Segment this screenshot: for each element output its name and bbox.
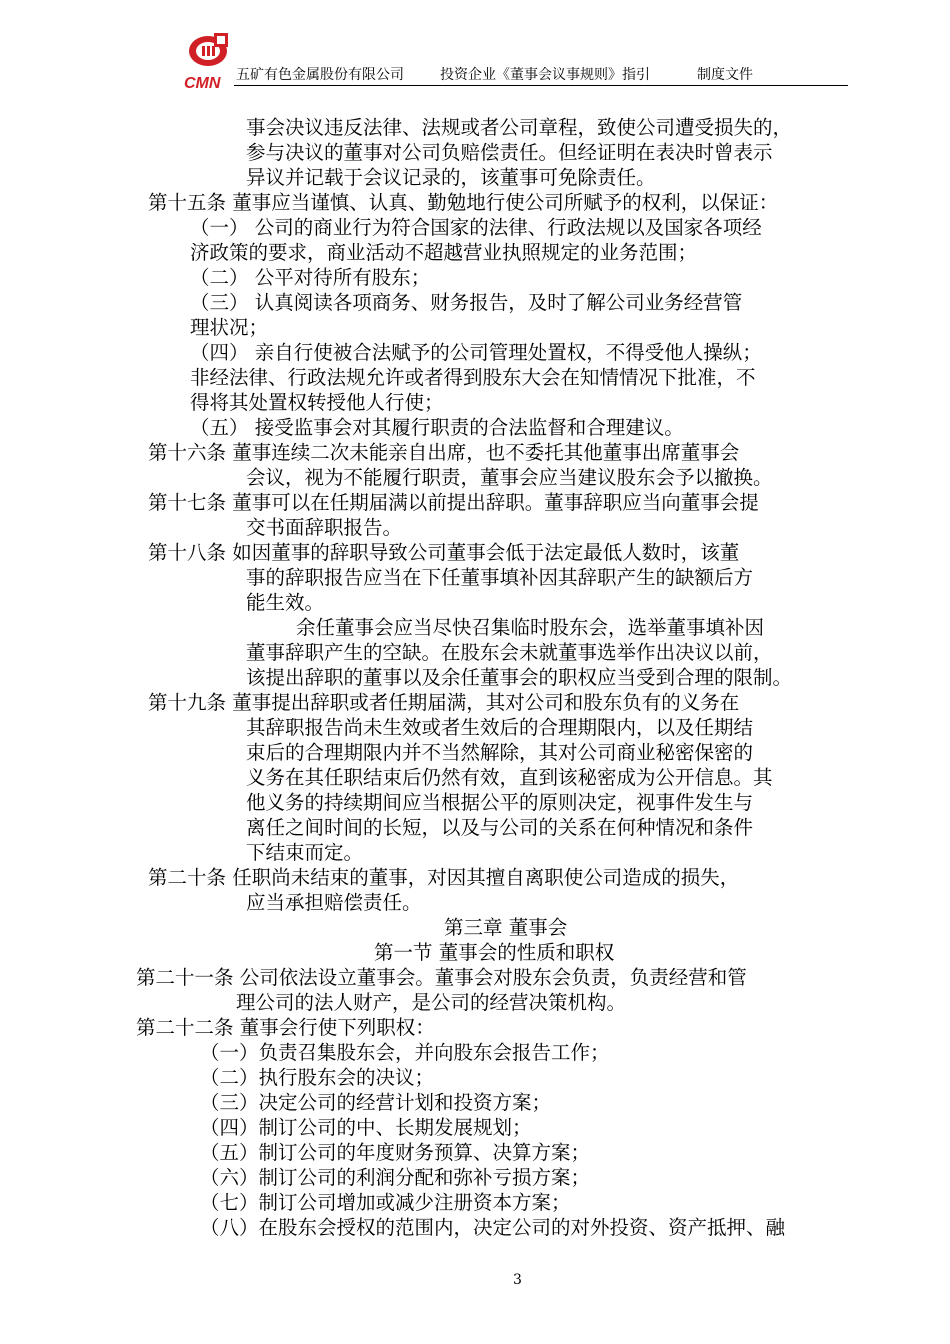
text-line: （一） 公司的商业行为符合国家的法律、行政法规以及国家各项经 [190, 216, 762, 239]
text-line: 理公司的法人财产，是公司的经营决策机构。 [236, 991, 627, 1014]
text-line: 非经法律、行政法规允许或者得到股东大会在知情情况下批准，不 [190, 366, 756, 389]
text-line: 董事辞职产生的空缺。在股东会未就董事选举作出决议以前， [246, 641, 773, 664]
header-company: 五矿有色金属股份有限公司 [236, 67, 404, 83]
article-20: 第二十条 任职尚未结束的董事，对因其擅自离职使公司造成的损失， [148, 866, 740, 889]
section-title: 第一节 董事会的性质和职权 [374, 941, 615, 964]
text-line: 应当承担赔偿责任。 [246, 891, 422, 914]
article-17: 第十七条 董事可以在任期届满以前提出辞职。董事辞职应当向董事会提 [148, 491, 759, 514]
list-item: （八）在股东会授权的范围内，决定公司的对外投资、资产抵押、融 [200, 1216, 786, 1239]
text-line: 参与决议的董事对公司负赔偿责任。但经证明在表决时曾表示 [246, 141, 773, 164]
text-line: 束后的合理期限内并不当然解除，其对公司商业秘密保密的 [246, 741, 754, 764]
article-15: 第十五条 董事应当谨慎、认真、勤勉地行使公司所赋予的权利，以保证： [148, 191, 779, 214]
text-line: 交书面辞职报告。 [246, 516, 403, 539]
list-item: （四）制订公司的中、长期发展规划； [200, 1116, 532, 1139]
text-line: 其辞职报告尚未生效或者生效后的合理期限内，以及任期结 [246, 716, 754, 739]
text-line: 他义务的持续期间应当根据公平的原则决定，视事件发生与 [246, 791, 754, 814]
article-19: 第十九条 董事提出辞职或者任期届满，其对公司和股东负有的义务在 [148, 691, 740, 714]
text-line: 得将其处置权转授他人行使； [190, 391, 444, 414]
list-item: （三）决定公司的经营计划和投资方案； [200, 1091, 552, 1114]
cmn-logo-mark [184, 33, 234, 91]
logo-text: CMN [184, 75, 221, 91]
article-22: 第二十二条 董事会行使下列职权： [136, 1016, 435, 1039]
list-item: （二）执行股东会的决议； [200, 1066, 435, 1089]
text-line: （四） 亲自行使被合法赋予的公司管理处置权，不得受他人操纵； [190, 341, 762, 364]
text-line: 济政策的要求，商业活动不超越营业执照规定的业务范围； [190, 241, 698, 264]
article-21: 第二十一条 公司依法设立董事会。董事会对股东会负责，负责经营和管 [136, 966, 747, 989]
header-category: 制度文件 [697, 67, 753, 83]
chapter-title: 第三章 董事会 [444, 916, 568, 939]
list-item: （五）制订公司的年度财务预算、决算方案； [200, 1141, 591, 1164]
article-18: 第十八条 如因董事的辞职导致公司董事会低于法定最低人数时，该董 [148, 541, 740, 564]
text-line: 下结束而定。 [246, 841, 364, 864]
text-line: （五） 接受监事会对其履行职责的合法监督和合理建议。 [190, 416, 684, 439]
text-line: 义务在其任职结束后仍然有效，直到该秘密成为公开信息。其 [246, 766, 773, 789]
header-rule [234, 85, 848, 86]
text-line: （三） 认真阅读各项商务、财务报告，及时了解公司业务经营管 [190, 291, 743, 314]
text-line: 事的辞职报告应当在下任董事填补因其辞职产生的缺额后方 [246, 566, 754, 589]
list-item: （七）制订公司增加或减少注册资本方案； [200, 1191, 571, 1214]
text-line: 余任董事会应当尽快召集临时股东会，选举董事填补因 [296, 616, 765, 639]
text-line: 会议，视为不能履行职责，董事会应当建议股东会予以撤换。 [246, 466, 773, 489]
header-doc-title: 投资企业《董事会议事规则》指引 [440, 67, 650, 83]
list-item: （一）负责召集股东会，并向股东会报告工作； [200, 1041, 610, 1064]
text-line: （二） 公平对待所有股东； [190, 266, 431, 289]
text-line: 能生效。 [246, 591, 325, 614]
list-item: （六）制订公司的利润分配和弥补亏损方案； [200, 1166, 591, 1189]
text-line: 理状况； [190, 316, 269, 339]
cmn-logo [184, 33, 234, 91]
text-line: 事会决议违反法律、法规或者公司章程，致使公司遭受损失的， [246, 116, 793, 139]
text-line: 离任之间时间的长短，以及与公司的关系在何种情况和条件 [246, 816, 754, 839]
page-number: 3 [513, 1272, 522, 1288]
article-16: 第十六条 董事连续二次未能亲自出席，也不委托其他董事出席董事会 [148, 441, 740, 464]
text-line: 该提出辞职的董事以及余任董事会的职权应当受到合理的限制。 [246, 666, 793, 689]
text-line: 异议并记载于会议记录的，该董事可免除责任。 [246, 166, 656, 189]
